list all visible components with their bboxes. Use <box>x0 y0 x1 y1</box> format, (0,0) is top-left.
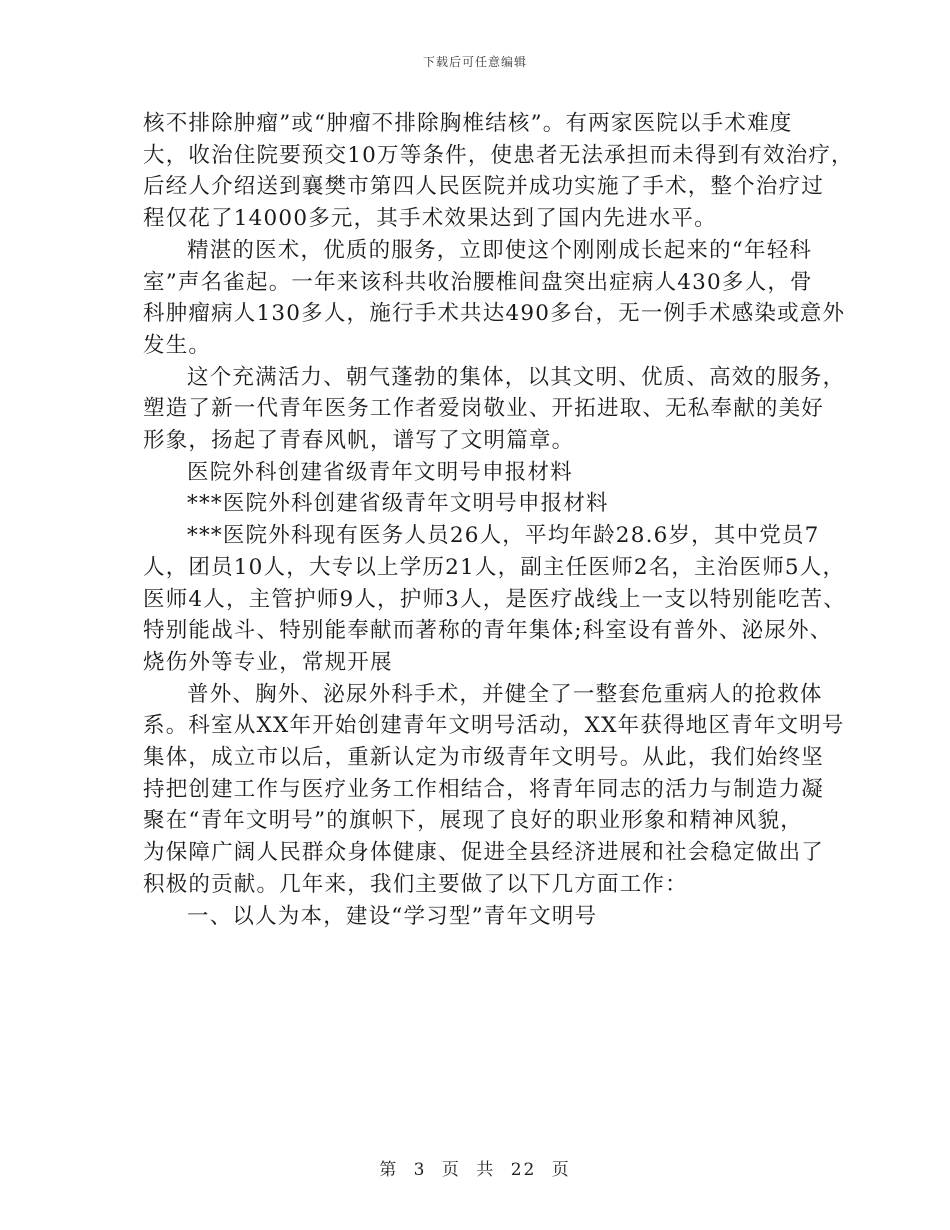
text-line: ***医院外科现有医务人员26人，平均年龄28.6岁，其中党员7 <box>187 523 820 549</box>
footer-ye-2: 页 <box>551 1160 571 1180</box>
text-line: 程仅花了14000多元，其手术效果达到了国内先进水平。 <box>143 206 717 232</box>
header-note: 下载后可任意编辑 <box>422 55 527 69</box>
text-line: 精湛的医术，优质的服务，立即使这个刚刚成长起来的“年轻科 <box>187 237 813 263</box>
text-line: 医院外科创建省级青年文明号申报材料 <box>187 459 573 485</box>
footer-ye: 页 <box>441 1160 461 1180</box>
text-line: 核不排除肿瘤”或“肿瘤不排除胸椎结核”。有两家医院以手术难度 <box>143 111 793 136</box>
text-line: 这个充满活力、朝气蓬勃的集体，以其文明、优质、高效的服务， <box>187 364 846 390</box>
text-line: 室”声名雀起。一年来该科共收治腰椎间盘突出症病人430多人，骨 <box>143 269 813 295</box>
text-line: 发生。 <box>143 332 212 358</box>
footer-total-pages: 22 <box>510 1160 537 1180</box>
text-line: 医师4人，主管护师9人，护师3人，是医疗战线上一支以特别能吃苦、 <box>143 586 846 612</box>
text-line: 形象，扬起了青春风帆，谱写了文明篇章。 <box>143 428 575 454</box>
text-line: 人，团员10人，大专以上学历21人，副主任医师2名，主治医师5人， <box>143 554 846 580</box>
text-line: 积极的贡献。几年来，我们主要做了以下几方面工作： <box>143 871 688 897</box>
text-line: 集体，成立市以后，重新认定为市级青年文明号。从此，我们始终坚 <box>143 745 825 771</box>
document-body <box>143 108 854 932</box>
footer-gong: 共 <box>476 1160 496 1180</box>
text-line: 大，收治住院要预交10万等条件，使患者无法承担而未得到有效治疗， <box>143 142 854 168</box>
page-footer <box>0 1155 950 1180</box>
text-line: 后经人介绍送到襄樊市第四人民医院并成功实施了手术，整个治疗过 <box>143 174 825 200</box>
text-line: 塑造了新一代青年医务工作者爱岗敬业、开拓进取、无私奉献的美好 <box>143 396 825 422</box>
footer-di: 第 <box>379 1160 399 1180</box>
text-line: 系。科室从XX年开始创建青年文明号活动，XX年获得地区青年文明号 <box>143 713 845 739</box>
footer-page-number: 3 <box>413 1160 427 1180</box>
text-line: 烧伤外等专业，常规开展 <box>143 649 393 675</box>
text-line: 普外、胸外、泌尿外科手术，并健全了一整套危重病人的抢救体 <box>187 681 823 707</box>
text-line: 聚在“青年文明号”的旗帜下，展现了良好的职业形象和精神风貌， <box>143 808 803 834</box>
text-line: 持把创建工作与医疗业务工作相结合，将青年同志的活力与制造力凝 <box>143 776 825 802</box>
text-line: 为保障广阔人民群众身体健康、促进全县经济进展和社会稳定做出了 <box>143 840 825 866</box>
text-line: ***医院外科创建省级青年文明号申报材料 <box>187 491 609 517</box>
text-line: 特别能战斗、特别能奉献而著称的青年集体;科室设有普外、泌尿外、 <box>143 618 833 644</box>
text-line: 一、以人为本，建设“学习型”青年文明号 <box>187 903 598 929</box>
text-line: 科肿瘤病人130多人，施行手术共达490多台，无一例手术感染或意外 <box>143 301 846 327</box>
